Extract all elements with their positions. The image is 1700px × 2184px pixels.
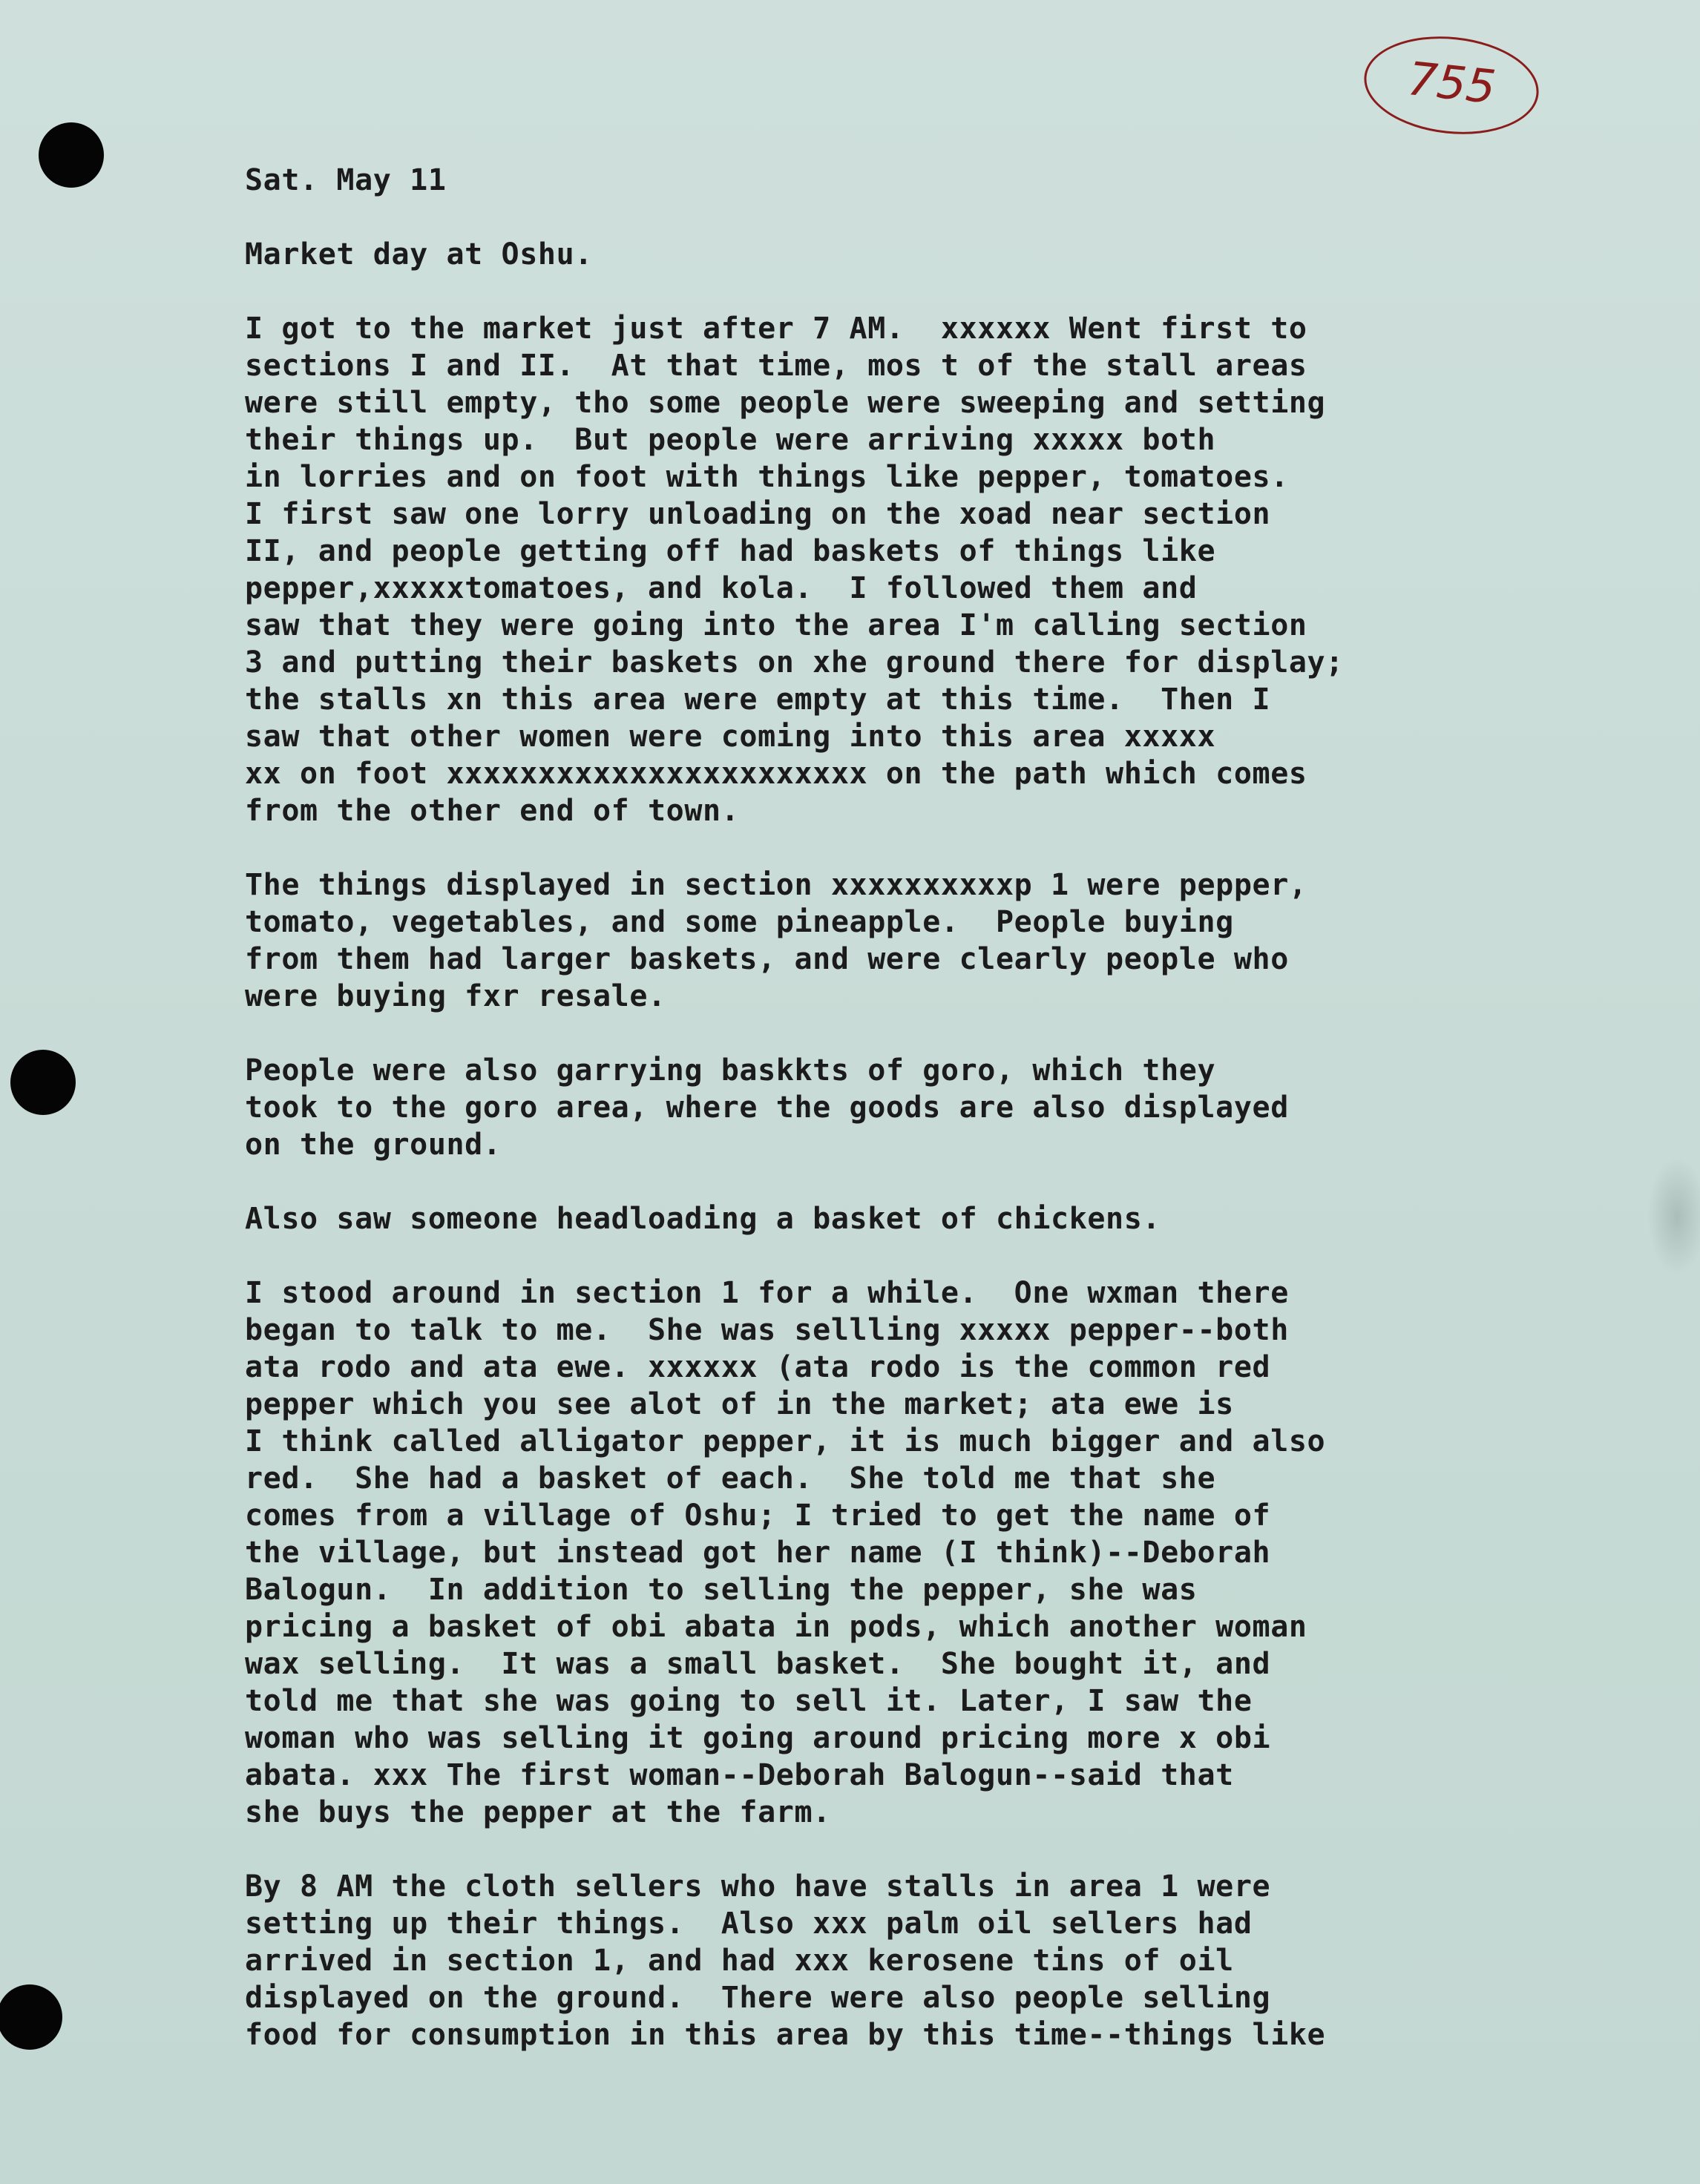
text-line: saw that other women were coming into this area xxxxx bbox=[245, 720, 1216, 754]
text-line: she buys the pepper at the farm. bbox=[245, 1795, 831, 1829]
text-line: were buying fxr resale. bbox=[245, 979, 666, 1013]
text-line: Also saw someone headloading a basket of chickens. bbox=[245, 1202, 1161, 1236]
text-line: Market day at Oshu. bbox=[245, 237, 593, 272]
text-line: 3 and putting their baskets on xhe ground there for display; bbox=[245, 645, 1344, 680]
text-line: woman who was selling it going around pricing more x obi bbox=[245, 1721, 1271, 1755]
text-line: abata. xxx The first woman--Deborah Balogun--said that bbox=[245, 1758, 1234, 1792]
text-line: the stalls xn this area were empty at this time. Then I bbox=[245, 682, 1271, 717]
text-line: I think called alligator pepper, it is much bigger and also bbox=[245, 1424, 1326, 1458]
punch-hole bbox=[10, 1050, 76, 1115]
punch-hole bbox=[0, 1984, 62, 2050]
text-line: from the other end of town. bbox=[245, 794, 740, 828]
text-line: food for consumption in this area by this time--things like bbox=[245, 2018, 1326, 2052]
paragraph-gap bbox=[245, 829, 1655, 866]
text-line: from them had larger baskets, and were clearly people who bbox=[245, 942, 1289, 976]
text-line: II, and people getting off had baskets of things like bbox=[245, 534, 1216, 568]
paragraph-gap bbox=[245, 1831, 1655, 1868]
text-line: tomato, vegetables, and some pineapple. People buying bbox=[245, 905, 1234, 939]
paragraph-gap bbox=[245, 1015, 1655, 1052]
text-line: I stood around in section 1 for a while. One wxman there bbox=[245, 1276, 1289, 1310]
text-line: By 8 AM the cloth sellers who have stalls in area 1 were bbox=[245, 1869, 1271, 1904]
text-line: I first saw one lorry unloading on the xoad near section bbox=[245, 497, 1271, 531]
text-line: took to the goro area, where the goods are also displayed bbox=[245, 1091, 1289, 1125]
text-line: ata rodo and ata ewe. xxxxxx (ata rodo is the common red bbox=[245, 1350, 1271, 1384]
text-line: comes from a village of Oshu; I tried to get the name of bbox=[245, 1499, 1271, 1533]
text-line: wax selling. It was a small basket. She bought it, and bbox=[245, 1647, 1271, 1681]
text-line: People were also garrying baskkts of goro, which they bbox=[245, 1053, 1216, 1088]
text-line: their things up. But people were arriving xxxxx both bbox=[245, 423, 1216, 457]
typed-body-text bbox=[245, 162, 1655, 2053]
text-line: the village, but instead got her name (I think)--Deborah bbox=[245, 1536, 1271, 1570]
paragraph-gap bbox=[245, 273, 1655, 310]
text-line: pepper,xxxxxtomatoes, and kola. I followed them and bbox=[245, 571, 1198, 605]
text-line: saw that they were going into the area I'm calling section bbox=[245, 608, 1307, 642]
text-line: pepper which you see alot of in the market; ata ewe is bbox=[245, 1387, 1234, 1421]
paragraph-gap bbox=[245, 1237, 1655, 1274]
text-line: sections I and II. At that time, mos t of the stall areas bbox=[245, 349, 1307, 383]
punch-hole bbox=[39, 122, 104, 188]
text-line: Sat. May 11 bbox=[245, 163, 447, 197]
text-line: I got to the market just after 7 AM. xxxxxx Went first to bbox=[245, 312, 1307, 346]
text-line: xx on foot xxxxxxxxxxxxxxxxxxxxxxx on the path which comes bbox=[245, 757, 1307, 791]
text-line: in lorries and on foot with things like pepper, tomatoes. bbox=[245, 460, 1289, 494]
text-line: The things displayed in section xxxxxxxxxxp 1 were pepper, bbox=[245, 868, 1307, 902]
text-line: arrived in section 1, and had xxx kerosene tins of oil bbox=[245, 1944, 1234, 1978]
paragraph-gap bbox=[245, 1163, 1655, 1200]
text-line: red. She had a basket of each. She told me that she bbox=[245, 1461, 1216, 1496]
text-line: on the ground. bbox=[245, 1128, 502, 1162]
paper-stain bbox=[1647, 1157, 1700, 1276]
text-line: began to talk to me. She was sellling xxxxx pepper--both bbox=[245, 1313, 1289, 1347]
text-line: setting up their things. Also xxx palm oil sellers had bbox=[245, 1907, 1253, 1941]
paragraph-gap bbox=[245, 199, 1655, 236]
text-line: displayed on the ground. There were also people selling bbox=[245, 1981, 1271, 2015]
text-line: told me that she was going to sell it. Later, I saw the bbox=[245, 1684, 1253, 1718]
text-line: pricing a basket of obi abata in pods, which another woman bbox=[245, 1610, 1307, 1644]
page-number: 755 bbox=[1359, 28, 1543, 142]
text-line: were still empty, tho some people were sweeping and setting bbox=[245, 386, 1326, 420]
text-line: Balogun. In addition to selling the pepper, she was bbox=[245, 1573, 1198, 1607]
